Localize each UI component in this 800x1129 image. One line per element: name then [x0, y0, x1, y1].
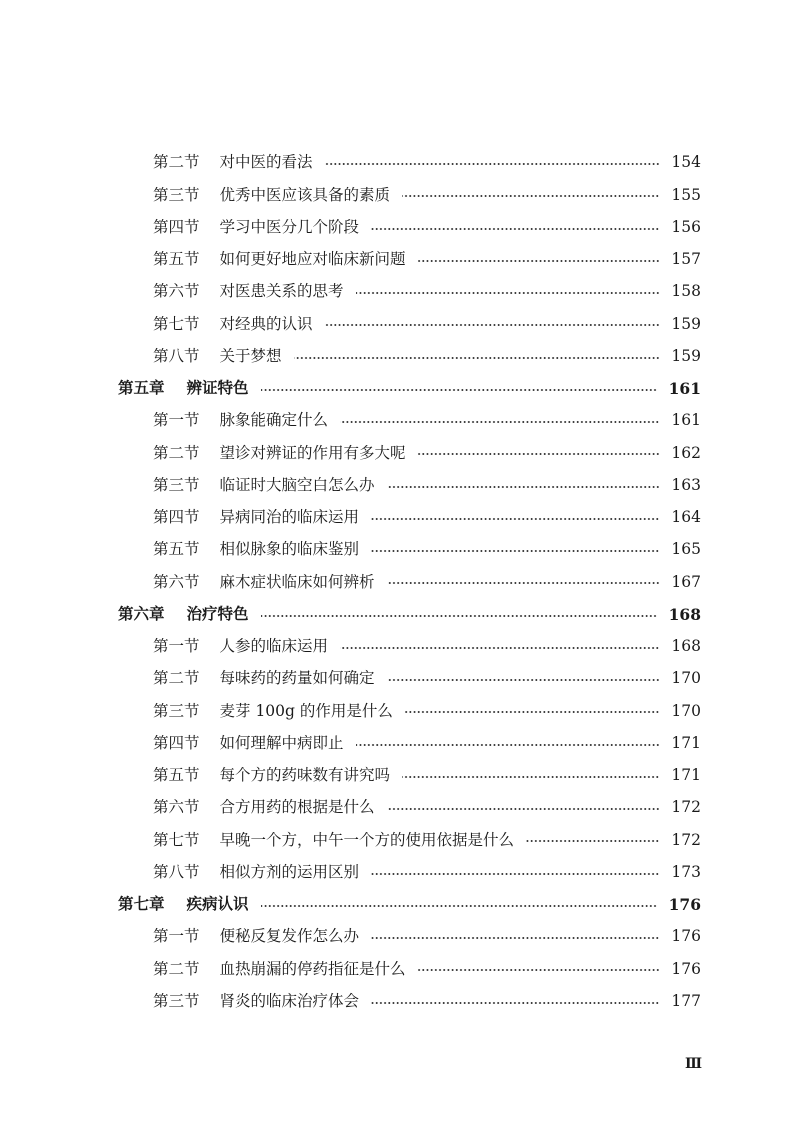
dot-leader: [418, 452, 660, 456]
dot-leader: [325, 162, 660, 166]
toc-entry-label: [153, 284, 344, 300]
toc-section-row[interactable]: [0, 276, 800, 308]
toc-section-row[interactable]: [0, 728, 800, 760]
dot-leader: [371, 227, 659, 231]
page-number: Ⅲ: [684, 1056, 702, 1072]
toc-entry-label: [153, 572, 375, 591]
section-number: 第三节: [153, 185, 200, 204]
section-title: 如何更好地应对临床新问题: [219, 250, 406, 269]
toc-section-row[interactable]: [0, 921, 800, 953]
toc-chapter-row[interactable]: [0, 373, 800, 405]
page-number-ref: 177: [671, 991, 701, 1010]
toc-section-row[interactable]: [0, 695, 800, 727]
toc-chapter-row[interactable]: [0, 889, 800, 921]
section-number: 第五节: [153, 766, 200, 785]
toc-entry-label: [153, 830, 515, 849]
toc-section-row[interactable]: [0, 437, 800, 469]
dot-leader: [356, 291, 660, 295]
section-number: 第四节: [153, 733, 200, 752]
section-number: 第三节: [153, 475, 200, 494]
section-title: 关于梦想: [219, 346, 282, 365]
toc-entry-label: [153, 314, 313, 333]
section-title: 麻木症状临床如何辨析: [219, 572, 375, 591]
toc-entry-label: [153, 475, 375, 494]
toc-section-row[interactable]: [0, 502, 800, 534]
section-number: 第七节: [153, 314, 200, 333]
page-number-ref: 176: [671, 927, 701, 946]
section-number: 第三节: [153, 991, 200, 1010]
section-number: 第三节: [153, 701, 200, 720]
toc-entry-label: [153, 733, 344, 752]
chapter-number: 第七章: [118, 895, 165, 914]
dot-leader: [387, 485, 660, 489]
toc-section-row[interactable]: [0, 470, 800, 502]
chapter-number: 第六章: [118, 604, 165, 623]
section-number: 第四节: [153, 508, 200, 527]
section-number: 第二节: [153, 153, 200, 172]
toc-section-row[interactable]: [0, 631, 800, 663]
dot-leader: [371, 517, 659, 521]
section-title: 早晚一个方，中午一个方的使用依据是什么: [219, 830, 515, 849]
dot-leader: [371, 1001, 659, 1005]
toc-entry-label: [118, 604, 249, 623]
section-title: 脉象能确定什么: [219, 411, 329, 430]
section-number: 第六节: [153, 572, 200, 591]
toc-section-row[interactable]: [0, 308, 800, 340]
section-number: 第七节: [153, 830, 200, 849]
section-title: 异病同治的临床运用: [219, 508, 360, 527]
page-number-ref: 171: [671, 766, 701, 785]
section-title: 相似方剂的运用区别: [219, 862, 360, 881]
dot-leader: [294, 356, 660, 360]
table-of-contents: [0, 147, 800, 1018]
section-number: 第五节: [153, 250, 200, 269]
toc-section-row[interactable]: [0, 792, 800, 824]
page-number-ref: 172: [671, 830, 701, 849]
page-number-ref: 170: [671, 669, 701, 688]
section-title: 学习中医分几个阶段: [219, 217, 360, 236]
dot-leader: [325, 323, 660, 327]
page-number-ref: 158: [671, 282, 701, 301]
dot-leader: [387, 807, 660, 811]
dot-leader: [356, 743, 660, 747]
section-title: 合方用药的根据是什么: [219, 798, 375, 817]
page-number-ref: 156: [671, 217, 701, 236]
toc-entry-label: [153, 510, 359, 526]
toc-entry-label: [153, 800, 375, 816]
page-number-ref: 154: [671, 153, 701, 172]
toc-entry-label: [153, 185, 391, 204]
page-number-ref: 176: [671, 959, 701, 978]
section-title: 便秘反复发作怎么办: [219, 927, 360, 946]
toc-section-row[interactable]: [0, 147, 800, 179]
toc-entry-label: [153, 443, 406, 462]
toc-entry-label: [153, 991, 360, 1010]
section-title: 相似脉象的临床鉴别: [219, 540, 360, 559]
page-number-ref: 163: [671, 475, 701, 494]
toc-entry-label: [153, 959, 406, 978]
toc-chapter-row[interactable]: [0, 599, 800, 631]
toc-section-row[interactable]: [0, 857, 800, 889]
dot-leader: [387, 581, 660, 585]
section-number: 第八节: [153, 346, 200, 365]
toc-section-row[interactable]: [0, 244, 800, 276]
section-title: 对医患关系的思考: [219, 282, 344, 301]
toc-section-row[interactable]: [0, 341, 800, 373]
toc-section-row[interactable]: [0, 986, 800, 1018]
section-number: 第五节: [153, 540, 200, 559]
dot-leader: [371, 549, 659, 553]
dot-leader: [371, 872, 659, 876]
section-number: 第一节: [153, 637, 200, 656]
section-title: 如何理解中病即止: [219, 733, 344, 752]
section-number: 第二节: [153, 669, 200, 688]
page-number-ref: 159: [671, 314, 701, 333]
toc-section-row[interactable]: [0, 405, 800, 437]
toc-entry-label: [153, 639, 328, 655]
section-title: 优秀中医应该具备的素质: [219, 185, 391, 204]
dot-leader: [418, 259, 660, 263]
dot-leader: [402, 194, 659, 198]
section-title: 临证时大脑空白怎么办: [219, 475, 375, 494]
toc-entry-label: [153, 252, 406, 268]
section-title: 每味药的药量如何确定: [219, 669, 375, 688]
page-number-ref: 159: [671, 346, 701, 365]
page-number-ref: 155: [671, 185, 701, 204]
section-title: 肾炎的临床治疗体会: [219, 991, 360, 1010]
toc-entry-label: [118, 381, 249, 397]
section-number: 第八节: [153, 862, 200, 881]
toc-entry-label: [153, 862, 360, 881]
toc-entry-label: [153, 671, 375, 687]
page-number-ref: 168: [671, 637, 701, 656]
toc-section-row[interactable]: [0, 953, 800, 985]
dot-leader: [418, 968, 660, 972]
chapter-title: 辨证特色: [186, 379, 249, 398]
section-title: 对经典的认识: [219, 314, 313, 333]
section-number: 第二节: [153, 959, 200, 978]
page-number-ref: 176: [668, 895, 701, 915]
section-title: 血热崩漏的停药指征是什么: [219, 959, 406, 978]
dot-leader: [371, 936, 659, 940]
toc-entry-label: [153, 768, 390, 784]
dot-leader: [261, 904, 657, 908]
section-number: 第四节: [153, 217, 200, 236]
page-number-ref: 170: [671, 701, 701, 720]
section-title: 麦芽 100g 的作用是什么: [219, 701, 393, 720]
section-number: 第六节: [153, 798, 200, 817]
dot-leader: [526, 839, 659, 843]
section-title: 对中医的看法: [219, 153, 313, 172]
chapter-title: 治疗特色: [186, 604, 249, 623]
dot-leader: [387, 678, 660, 682]
section-title: 望诊对辨证的作用有多大呢: [219, 443, 406, 462]
toc-entry-label: [118, 897, 249, 913]
page-number-ref: 171: [671, 733, 701, 752]
section-number: 第一节: [153, 927, 200, 946]
toc-section-row[interactable]: [0, 760, 800, 792]
toc-section-row[interactable]: [0, 212, 800, 244]
page-number-ref: 161: [668, 379, 701, 399]
toc-entry-label: [153, 929, 359, 945]
section-number: 第六节: [153, 282, 200, 301]
page-number-ref: 173: [671, 862, 701, 881]
dot-leader: [405, 710, 660, 714]
page-number-ref: 167: [671, 572, 701, 591]
page-number-ref: 157: [671, 250, 701, 269]
dot-leader: [261, 614, 657, 618]
dot-leader: [340, 646, 659, 650]
toc-section-row[interactable]: [0, 663, 800, 695]
chapter-number: 第五章: [118, 379, 165, 398]
toc-section-row[interactable]: [0, 824, 800, 856]
chapter-title: 疾病认识: [186, 895, 249, 914]
page-number-ref: 168: [668, 604, 701, 624]
toc-section-row[interactable]: [0, 179, 800, 211]
page-number-ref: 164: [671, 508, 701, 527]
toc-entry-label: [153, 701, 393, 720]
section-number: 第二节: [153, 443, 200, 462]
toc-entry-label: [153, 346, 282, 365]
toc-entry-label: [153, 155, 313, 171]
toc-entry-label: [153, 413, 328, 429]
dot-leader: [261, 388, 657, 392]
page-number-ref: 162: [671, 443, 701, 462]
page-number-ref: 165: [671, 540, 701, 559]
dot-leader: [340, 420, 659, 424]
page-number-ref: 172: [671, 798, 701, 817]
section-title: 每个方的药味数有讲究吗: [219, 766, 391, 785]
section-title: 人参的临床运用: [219, 637, 329, 656]
toc-entry-label: [153, 542, 359, 558]
dot-leader: [402, 775, 659, 779]
toc-section-row[interactable]: [0, 566, 800, 598]
toc-section-row[interactable]: [0, 534, 800, 566]
page-number-ref: 161: [671, 411, 701, 430]
section-number: 第一节: [153, 411, 200, 430]
toc-entry-label: [153, 217, 360, 236]
